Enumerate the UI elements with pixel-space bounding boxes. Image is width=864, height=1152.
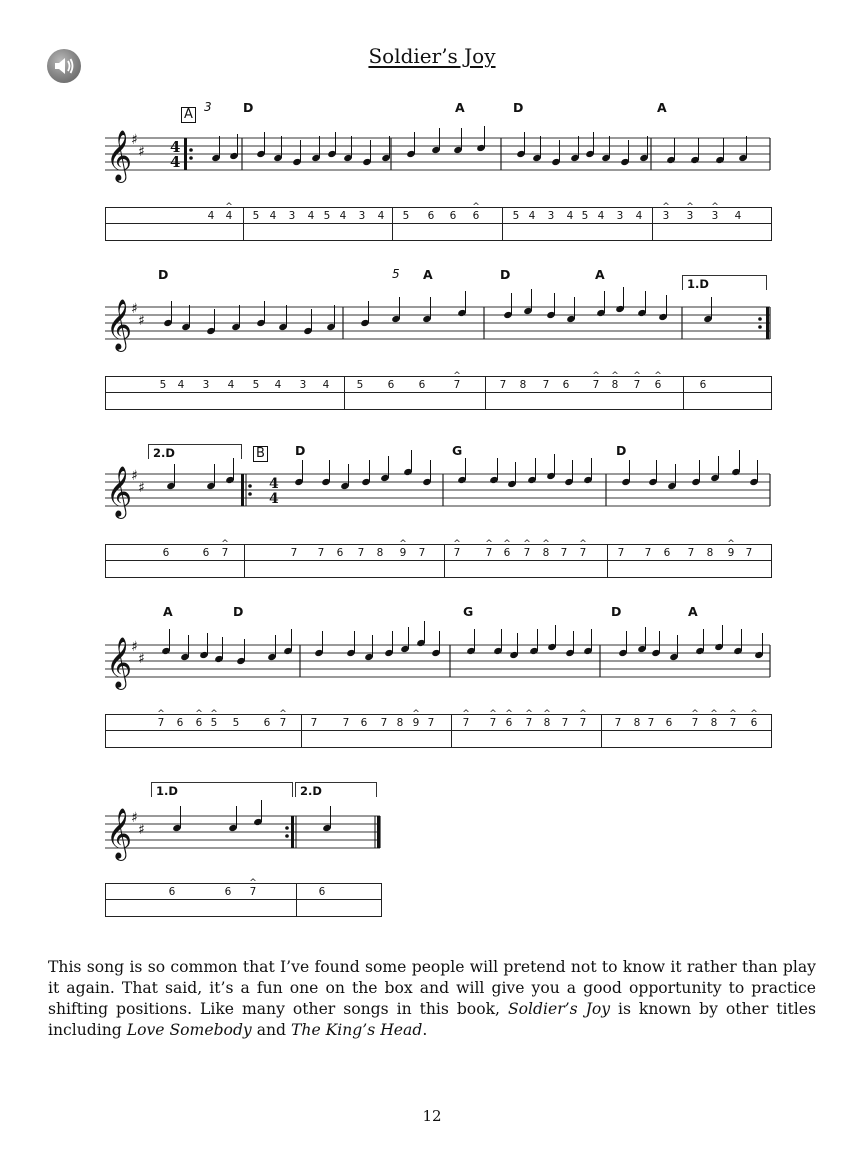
tab-button-number: 7	[380, 717, 388, 729]
tab-button-number: 4	[177, 379, 185, 391]
chord-symbol: D	[611, 604, 622, 619]
tab-button-number: 7	[357, 547, 365, 559]
tab-button-number: 8	[706, 547, 714, 559]
para-seg: is known by other titles including	[48, 1000, 816, 1039]
tab-button-number: 7 ^	[249, 878, 257, 898]
tab-button-number: 4	[734, 210, 742, 222]
pull-marker-icon: ^	[462, 709, 470, 719]
tab-button-number: 4	[207, 210, 215, 222]
tab-button-number: 7 ^	[525, 709, 533, 729]
tab-button-number: 6	[427, 210, 435, 222]
tab-button-number: 6	[168, 886, 176, 898]
pull-marker-icon: ^	[579, 539, 587, 549]
tab-button-number: 6 ^	[654, 371, 662, 391]
tab-button-number: 7 ^	[633, 371, 641, 391]
svg-text:♯: ♯	[131, 810, 138, 826]
tab-button-number: 8	[376, 547, 384, 559]
tab-button-number: 9 ^	[399, 539, 407, 559]
pull-marker-icon: ^	[249, 878, 257, 888]
tab-button-number: 7 ^	[579, 539, 587, 559]
volta-bracket: 2.D	[295, 782, 377, 797]
rehearsal-mark: B	[253, 446, 268, 462]
tab-button-number: 7	[542, 379, 550, 391]
pull-marker-icon: ^	[633, 371, 641, 381]
treble-clef-icon: 𝄞	[106, 808, 133, 859]
tab-button-number: 7 ^	[453, 371, 461, 391]
tab-button-number: 8 ^	[710, 709, 718, 729]
tab-button-number: 7 ^	[221, 539, 229, 559]
fingering-number: 5	[392, 267, 400, 281]
tab-button-number: 5	[232, 717, 240, 729]
pull-marker-icon: ^	[525, 709, 533, 719]
chord-symbol: D	[233, 604, 244, 619]
tab-button-number: 7	[561, 717, 569, 729]
pull-marker-icon: ^	[157, 709, 165, 719]
tab-button-number: 9 ^	[412, 709, 420, 729]
chord-symbol: D	[500, 267, 511, 282]
tab-button-number: 7 ^	[691, 709, 699, 729]
chord-symbol: G	[452, 443, 463, 458]
pull-marker-icon: ^	[711, 202, 719, 212]
tab-button-number: 7 ^	[729, 709, 737, 729]
tab-button-number: 7	[647, 717, 655, 729]
tab-button-number: 7	[687, 547, 695, 559]
tab-button-number: 4	[339, 210, 347, 222]
tab-button-number: 6	[263, 717, 271, 729]
pull-marker-icon: ^	[729, 709, 737, 719]
button-tablature	[105, 709, 772, 748]
svg-text:♯: ♯	[131, 132, 138, 148]
tab-button-number: 5	[512, 210, 520, 222]
tab-button-number: 7	[745, 547, 753, 559]
tab-button-number: 7	[427, 717, 435, 729]
tab-button-number: 4	[322, 379, 330, 391]
tab-button-number: 6	[699, 379, 707, 391]
tab-button-number: 6	[665, 717, 673, 729]
pull-marker-icon: ^	[412, 709, 420, 719]
tab-button-number: 7	[310, 717, 318, 729]
tab-button-number: 4	[528, 210, 536, 222]
svg-text:♯: ♯	[138, 144, 145, 160]
pull-marker-icon: ^	[750, 709, 758, 719]
pull-marker-icon: ^	[686, 202, 694, 212]
tab-button-number: 7 ^	[485, 539, 493, 559]
button-tablature	[105, 202, 772, 241]
pull-marker-icon: ^	[195, 709, 203, 719]
tab-button-number: 6	[224, 886, 232, 898]
pull-marker-icon: ^	[489, 709, 497, 719]
svg-text:4: 4	[269, 491, 279, 507]
treble-clef-icon: 𝄞	[106, 130, 133, 181]
tab-button-number: 6	[162, 547, 170, 559]
tab-button-number: 7 ^	[579, 709, 587, 729]
tab-button-number: 5 ^	[210, 709, 218, 729]
pull-marker-icon: ^	[279, 709, 287, 719]
svg-text:♯: ♯	[138, 480, 145, 496]
para-seg: This song is so common that I’ve found some people will pretend not to know it rather than play it again. That said, it’s a fun one on the box and will give you a good opportunity to practice shifting positions. Like many other songs in this book,	[48, 958, 816, 1018]
description-paragraph	[48, 957, 816, 1041]
tab-button-number: 7 ^	[453, 539, 461, 559]
svg-text:♯: ♯	[138, 651, 145, 667]
tab-button-number: 8	[519, 379, 527, 391]
tab-button-number: 4	[597, 210, 605, 222]
para-seg: and	[251, 1021, 291, 1039]
song-title: Soldier’s Joy	[368, 44, 496, 68]
pull-marker-icon: ^	[399, 539, 407, 549]
chord-symbol: A	[595, 267, 605, 282]
tab-button-number: 7	[418, 547, 426, 559]
chord-symbol: D	[295, 443, 306, 458]
pull-marker-icon: ^	[710, 709, 718, 719]
tab-button-number: 5	[402, 210, 410, 222]
tab-button-number: 5	[252, 210, 260, 222]
chord-symbol: A	[423, 267, 433, 282]
pull-marker-icon: ^	[662, 202, 670, 212]
tab-button-number: 7	[499, 379, 507, 391]
tab-button-number: 8 ^	[611, 371, 619, 391]
chord-symbol: G	[463, 604, 474, 619]
pull-marker-icon: ^	[727, 539, 735, 549]
tab-button-number: 3 ^	[662, 202, 670, 222]
tab-button-number: 3	[547, 210, 555, 222]
tab-button-number: 6	[202, 547, 210, 559]
tab-button-number: 3	[299, 379, 307, 391]
tab-button-number: 3	[616, 210, 624, 222]
pull-marker-icon: ^	[221, 539, 229, 549]
pull-marker-icon: ^	[543, 709, 551, 719]
pull-marker-icon: ^	[485, 539, 493, 549]
para-title-italic: Love Somebody	[126, 1021, 252, 1039]
tab-button-number: 8 ^	[542, 539, 550, 559]
tab-button-number: 4	[566, 210, 574, 222]
button-tablature	[105, 371, 772, 410]
tab-button-number: 7 ^	[592, 371, 600, 391]
tab-button-number: 5	[581, 210, 589, 222]
tab-button-number: 5	[356, 379, 364, 391]
tab-button-number: 7	[560, 547, 568, 559]
svg-text:♯: ♯	[138, 313, 145, 329]
pull-marker-icon: ^	[225, 202, 233, 212]
tab-button-number: 7	[614, 717, 622, 729]
tab-button-number: 7	[617, 547, 625, 559]
tab-button-number: 3	[358, 210, 366, 222]
tab-button-number: 7 ^	[279, 709, 287, 729]
tab-button-number: 6 ^	[503, 539, 511, 559]
page-number: 12	[422, 1107, 442, 1125]
pull-marker-icon: ^	[503, 539, 511, 549]
svg-text:♯: ♯	[131, 301, 138, 317]
treble-clef-icon: 𝄞	[106, 299, 133, 350]
tab-button-number: 6	[562, 379, 570, 391]
volta-bracket: 1.D	[682, 275, 767, 290]
para-seg: .	[422, 1021, 428, 1039]
tab-button-number: 4	[269, 210, 277, 222]
tab-button-number: 6	[387, 379, 395, 391]
tab-button-number: 7	[644, 547, 652, 559]
treble-clef-icon: 𝄞	[106, 466, 133, 517]
tab-button-number: 7 ^	[523, 539, 531, 559]
para-title-italic: Soldier’s Joy	[507, 1000, 611, 1018]
tab-button-number: 8 ^	[543, 709, 551, 729]
tab-button-number: 4	[307, 210, 315, 222]
tab-button-number: 4 ^	[225, 202, 233, 222]
pull-marker-icon: ^	[505, 709, 513, 719]
tab-button-number: 6 ^	[472, 202, 480, 222]
button-tablature	[105, 878, 382, 917]
button-tablature	[105, 539, 772, 578]
svg-text:4: 4	[269, 476, 279, 492]
tab-button-number: 7 ^	[157, 709, 165, 729]
tab-button-number: 7	[290, 547, 298, 559]
tab-button-number: 5	[252, 379, 260, 391]
tab-button-number: 4	[377, 210, 385, 222]
tab-button-number: 4	[274, 379, 282, 391]
pull-marker-icon: ^	[542, 539, 550, 549]
tab-button-number: 3 ^	[711, 202, 719, 222]
svg-text:4: 4	[170, 138, 181, 156]
chord-symbol: A	[163, 604, 173, 619]
pull-marker-icon: ^	[453, 539, 461, 549]
pull-marker-icon: ^	[691, 709, 699, 719]
chord-symbol: D	[513, 100, 524, 115]
pull-marker-icon: ^	[210, 709, 218, 719]
svg-text:♯: ♯	[131, 468, 138, 484]
svg-text:♯: ♯	[138, 822, 145, 838]
fingering-number: 3	[204, 100, 212, 114]
pull-marker-icon: ^	[579, 709, 587, 719]
tab-button-number: 6	[318, 886, 326, 898]
volta-bracket: 2.D	[148, 444, 242, 459]
pull-marker-icon: ^	[611, 371, 619, 381]
tab-button-number: 8	[633, 717, 641, 729]
pull-marker-icon: ^	[592, 371, 600, 381]
tab-button-number: 6 ^	[505, 709, 513, 729]
tab-button-number: 5	[159, 379, 167, 391]
tab-button-number: 7	[342, 717, 350, 729]
tab-button-number: 6	[663, 547, 671, 559]
svg-text:4: 4	[170, 153, 181, 171]
treble-clef-icon: 𝄞	[106, 637, 133, 688]
tab-button-number: 6	[449, 210, 457, 222]
tab-button-number: 6 ^	[195, 709, 203, 729]
chord-symbol: D	[616, 443, 627, 458]
chord-symbol: D	[158, 267, 169, 282]
tab-button-number: 4	[635, 210, 643, 222]
chord-symbol: D	[243, 100, 254, 115]
pull-marker-icon: ^	[472, 202, 480, 212]
pull-marker-icon: ^	[453, 371, 461, 381]
pull-marker-icon: ^	[654, 371, 662, 381]
chord-symbol: A	[455, 100, 465, 115]
tab-button-number: 7 ^	[489, 709, 497, 729]
tab-button-number: 7	[317, 547, 325, 559]
tab-button-number: 6 ^	[750, 709, 758, 729]
tab-button-number: 3	[288, 210, 296, 222]
tab-button-number: 4	[227, 379, 235, 391]
para-title-italic: The King’s Head	[291, 1021, 423, 1039]
tab-button-number: 6	[336, 547, 344, 559]
volta-bracket: 1.D	[151, 782, 293, 797]
svg-text:♯: ♯	[131, 639, 138, 655]
chord-symbol: A	[688, 604, 698, 619]
tab-button-number: 3 ^	[686, 202, 694, 222]
tab-button-number: 9 ^	[727, 539, 735, 559]
tab-button-number: 5	[323, 210, 331, 222]
tab-button-number: 6	[418, 379, 426, 391]
tab-button-number: 6	[176, 717, 184, 729]
tab-button-number: 3	[202, 379, 210, 391]
tab-button-number: 8	[396, 717, 404, 729]
pull-marker-icon: ^	[523, 539, 531, 549]
chord-symbol: A	[657, 100, 667, 115]
tab-button-number: 6	[360, 717, 368, 729]
tab-button-number: 7 ^	[462, 709, 470, 729]
rehearsal-mark: A	[181, 107, 196, 123]
